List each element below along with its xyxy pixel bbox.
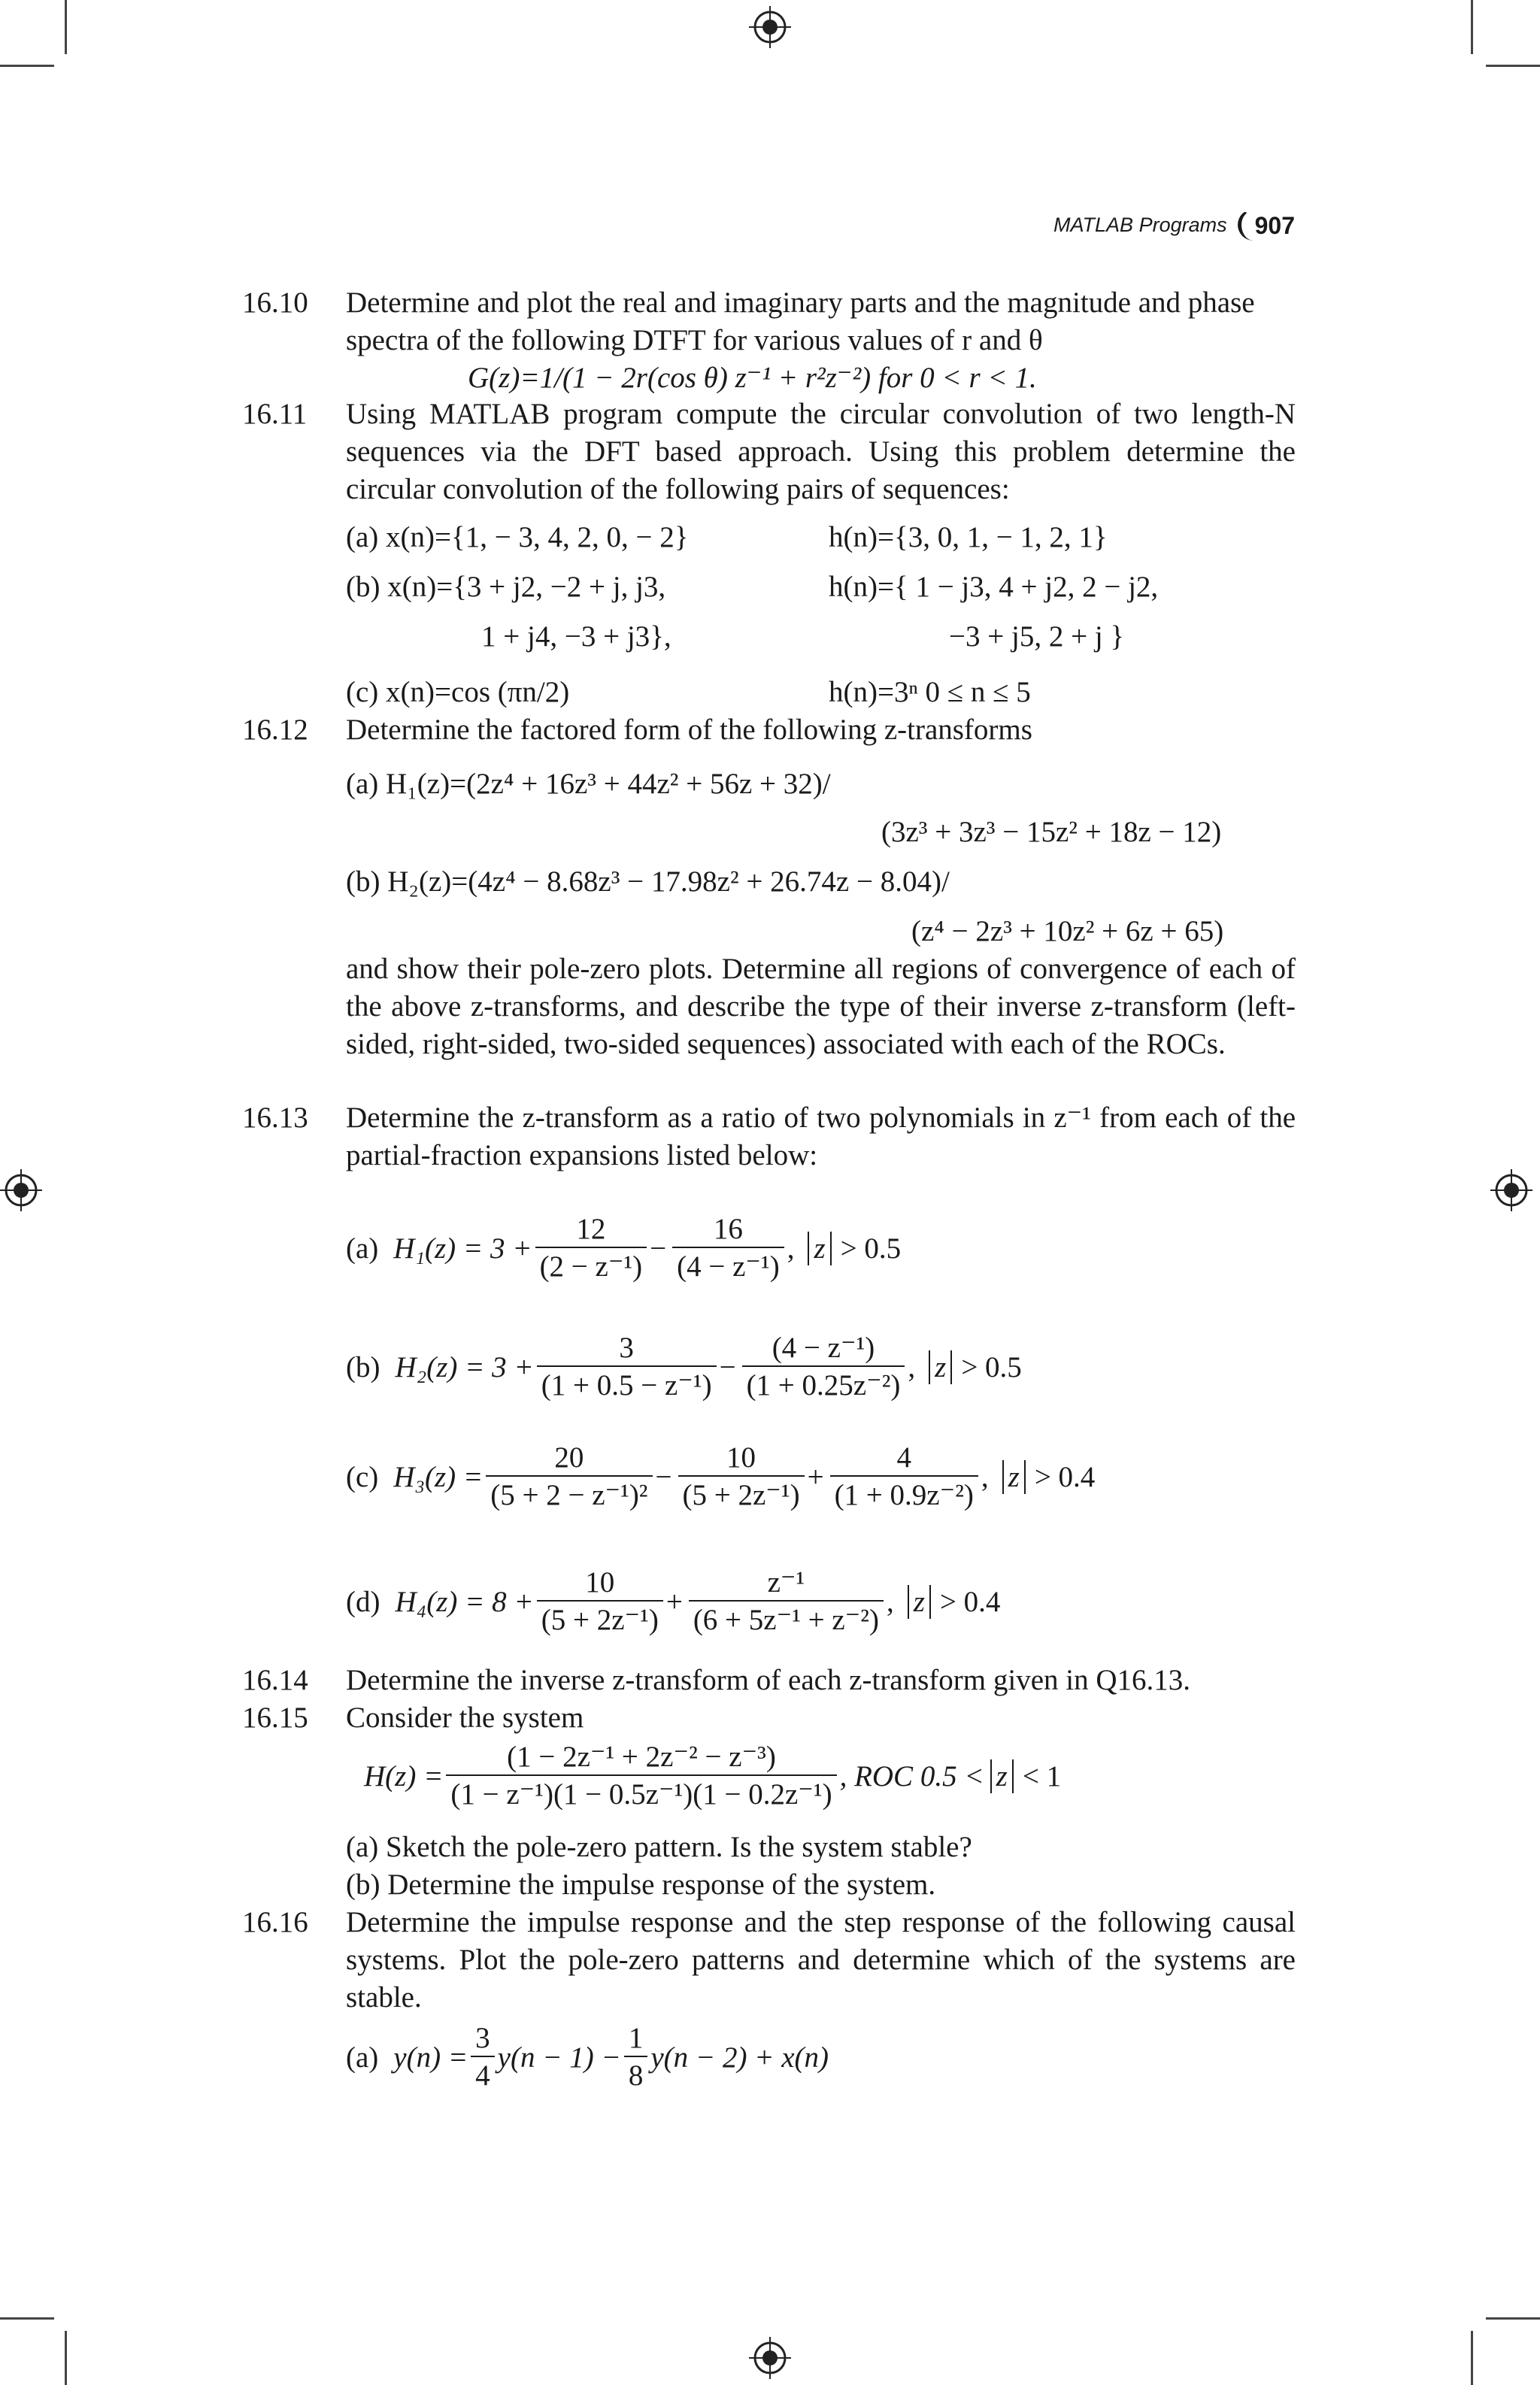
sequence-x: (b) x(n)={3 + j2, −2 + j, j3,	[346, 571, 666, 603]
crop-mark	[1471, 2331, 1473, 2385]
crop-mark	[1486, 2317, 1540, 2320]
roc: > 0.5	[961, 1350, 1022, 1383]
item-label: (c)	[346, 1460, 379, 1493]
sequence-h: −3 + j5, 2 + j }	[949, 620, 1125, 653]
problem-text: and show their pole-zero plots. Determine all regions of convergence of each of the above z-transforms, and describe the type of their inverse z-transform (left-sided, right-sided, two-sided sequences) associated with each of the ROCs.	[346, 953, 1296, 1060]
denominator: (5 + 2z⁻¹)	[537, 1600, 663, 1638]
operator: −	[655, 1460, 672, 1493]
denominator: (1 + 0.9z⁻²)	[830, 1475, 978, 1513]
fraction	[678, 1441, 805, 1513]
numerator: (4 − z⁻¹)	[772, 1332, 875, 1364]
problem-number: 16.15	[242, 1702, 308, 1734]
fraction	[830, 1441, 978, 1513]
subquestion: (a) Sketch the pole-zero pattern. Is the system stable?	[346, 1831, 972, 1863]
roc-prefix: , ROC 0.5 <	[839, 1759, 984, 1793]
numerator: 12	[576, 1213, 606, 1245]
denominator: (1 + 0.5 − z⁻¹)	[537, 1365, 717, 1403]
problem-text: Consider the system	[346, 1702, 584, 1734]
denominator: (4 − z⁻¹)	[672, 1247, 784, 1284]
numerator: 3	[475, 2022, 490, 2054]
denominator: (1 + 0.25z⁻²)	[742, 1365, 905, 1403]
problem-text: Determine the z-transform as a ratio of two polynomials in z⁻¹ from each of the partial-fraction expansions listed below:	[346, 1102, 1296, 1171]
numerator: 16	[713, 1213, 743, 1245]
registration-mark-icon	[1490, 1169, 1532, 1211]
numerator: z⁻¹	[767, 1566, 805, 1599]
item-label: (b)	[346, 1350, 380, 1383]
difference-equation	[346, 2021, 829, 2093]
problem-text: Determine and plot the real and imaginary parts and the magnitude and phase	[346, 286, 1255, 319]
operator: +	[807, 1460, 824, 1493]
item-label: (a)	[346, 1232, 379, 1265]
equation-lhs: H₃(z) =	[393, 1460, 484, 1493]
denominator: 4	[471, 2056, 495, 2093]
problem-text: Determine the impulse response and the step response of the following causal systems. Plot the pole-zero patterns and determine which of the systems are stable.	[346, 1906, 1296, 2014]
roc: > 0.5	[840, 1232, 902, 1265]
problem-text: spectra of the following DTFT for various values of r and θ	[346, 324, 1043, 356]
equation: (z⁴ − 2z³ + 10z² + 6z + 65)	[911, 915, 1224, 947]
subquestion: (b) Determine the impulse response of the system.	[346, 1868, 936, 1901]
equation-lhs: H₄(z) = 8 +	[395, 1585, 534, 1618]
denominator: (2 − z⁻¹)	[535, 1247, 647, 1284]
item-label: (d)	[346, 1585, 380, 1618]
crop-mark	[65, 0, 67, 54]
sequence-x: (c) x(n)=cos (πn/2)	[346, 676, 570, 708]
numerator: 20	[554, 1441, 584, 1474]
numerator: 10	[726, 1441, 756, 1474]
sequence-x: 1 + j4, −3 + j3},	[481, 620, 671, 653]
system-equation	[364, 1740, 1064, 1812]
fraction	[535, 1212, 647, 1284]
problem-number: 16.10	[242, 286, 308, 319]
equation-lhs: y(n) =	[393, 2041, 468, 2074]
crop-mark	[0, 2317, 54, 2320]
equation: (3z³ + 3z³ − 15z² + 18z − 12)	[881, 816, 1222, 848]
problem-number: 16.14	[242, 1664, 308, 1696]
abs-z: z	[929, 1350, 952, 1384]
denominator: (6 + 5z⁻¹ + z⁻²)	[689, 1600, 884, 1638]
problem-text: Using MATLAB program compute the circular convolution of two length-N sequences via the DFT based approach. Using this problem determine the circular convolution of the following pairs of sequences:	[346, 398, 1296, 505]
fraction	[471, 2021, 495, 2093]
problem-text: Determine the inverse z-transform of each z-transform given in Q16.13.	[346, 1664, 1191, 1696]
problem-number: 16.13	[242, 1102, 308, 1134]
denominator: (5 + 2 − z⁻¹)²	[486, 1475, 652, 1513]
equation-lhs: H(z) =	[364, 1759, 444, 1793]
roc-suffix: < 1	[1022, 1759, 1062, 1793]
abs-z: z	[990, 1759, 1014, 1793]
fraction	[486, 1441, 652, 1513]
crop-mark	[1471, 0, 1473, 54]
term: y(n − 2) + x(n)	[650, 2041, 829, 2074]
registration-mark-icon	[749, 2337, 791, 2379]
problem-number: 16.12	[242, 714, 308, 746]
page-number: 907	[1238, 209, 1295, 241]
fraction	[537, 1331, 717, 1403]
equation-lhs: H₁(z) = 3 +	[393, 1232, 532, 1265]
numerator: 10	[585, 1566, 615, 1599]
equation: (a) H₁(z)=(2z⁴ + 16z³ + 44z² + 56z + 32)/	[346, 768, 831, 800]
registration-mark-icon	[749, 6, 791, 48]
crop-mark	[65, 2331, 67, 2385]
fraction	[742, 1331, 905, 1403]
abs-z: z	[808, 1232, 831, 1265]
problem-number: 16.16	[242, 1906, 308, 1938]
term: y(n − 1) −	[497, 2041, 621, 2074]
fraction	[672, 1212, 784, 1284]
sequence-h: h(n)=3ⁿ 0 ≤ n ≤ 5	[829, 676, 1031, 708]
operator: −	[719, 1350, 736, 1383]
fraction	[446, 1740, 836, 1812]
crop-mark	[0, 65, 54, 67]
denominator: 8	[624, 2056, 648, 2093]
problem-number: 16.11	[242, 398, 308, 430]
denominator: (5 + 2z⁻¹)	[678, 1475, 805, 1513]
crop-mark	[1486, 65, 1540, 67]
sequence-h: h(n)={3, 0, 1, − 1, 2, 1}	[829, 521, 1108, 553]
numerator: 3	[619, 1332, 634, 1364]
expansion-a: (a) H₁(z) = 3 + $\frac{12}{\text{(2 − z⁻¹)}}$ − $\frac{16}{\text{(4 − z⁻¹)}}$ , z > 0.5	[346, 1213, 902, 1283]
sequence-x: (a) x(n)={1, − 3, 4, 2, 0, − 2}	[346, 521, 689, 553]
item-label: (a)	[346, 2041, 379, 2074]
fraction	[537, 1565, 663, 1638]
equation-lhs: H₂(z) = 3 +	[395, 1350, 534, 1383]
sequence-h: h(n)={ 1 − j3, 4 + j2, 2 − j2,	[829, 571, 1159, 603]
running-header	[1053, 208, 1295, 241]
expansion-b: (b) H₂(z) = 3 + $\frac{3}{\text{(1 + 0.5 − z⁻¹)}}$ − $\frac{\text{(4 − z⁻¹)}}{\text{(1 + 0.25z⁻²)}}$ , z > 0.5	[346, 1332, 1022, 1402]
roc: > 0.4	[1034, 1460, 1096, 1493]
operator: −	[650, 1232, 667, 1265]
registration-mark-icon	[0, 1169, 42, 1211]
expansion-d: (d) H₄(z) = 8 + $\frac{10}{\text{(5 + 2z⁻¹)}}$ + $\frac{\text{z⁻¹}}{\text{(6 + 5z⁻¹ + z⁻²)}}$ , z > 0.4	[346, 1566, 1001, 1636]
section-title: MATLAB Programs	[1053, 213, 1227, 236]
fraction	[624, 2021, 648, 2093]
numerator: (1 − 2z⁻¹ + 2z⁻² − z⁻³)	[507, 1741, 776, 1773]
operator: +	[665, 1585, 683, 1618]
expansion-c: (c) H₃(z) = $\frac{20}{\text{(5 + 2 − z⁻¹)²}}$ − $\frac{10}{\text{(5 + 2z⁻¹)}}$ + $\frac{4}{\text{(1 + 0.9z⁻²)}}$ , z > 0.4	[346, 1441, 1096, 1511]
problem-text: Determine the factored form of the following z-transforms	[346, 714, 1032, 746]
equation: G(z)=1/(1 − 2r(cos θ) z⁻¹ + r²z⁻²) for 0 < r < 1.	[468, 362, 1037, 394]
denominator: (1 − z⁻¹)(1 − 0.5z⁻¹)(1 − 0.2z⁻¹)	[446, 1774, 836, 1812]
numerator: 4	[896, 1441, 911, 1474]
equation: (b) H₂(z)=(4z⁴ − 8.68z³ − 17.98z² + 26.74z − 8.04)/	[346, 865, 950, 898]
roc: > 0.4	[939, 1585, 1001, 1618]
fraction	[689, 1565, 884, 1638]
numerator: 1	[628, 2022, 644, 2054]
abs-z: z	[1002, 1460, 1026, 1494]
abs-z: z	[908, 1585, 931, 1619]
